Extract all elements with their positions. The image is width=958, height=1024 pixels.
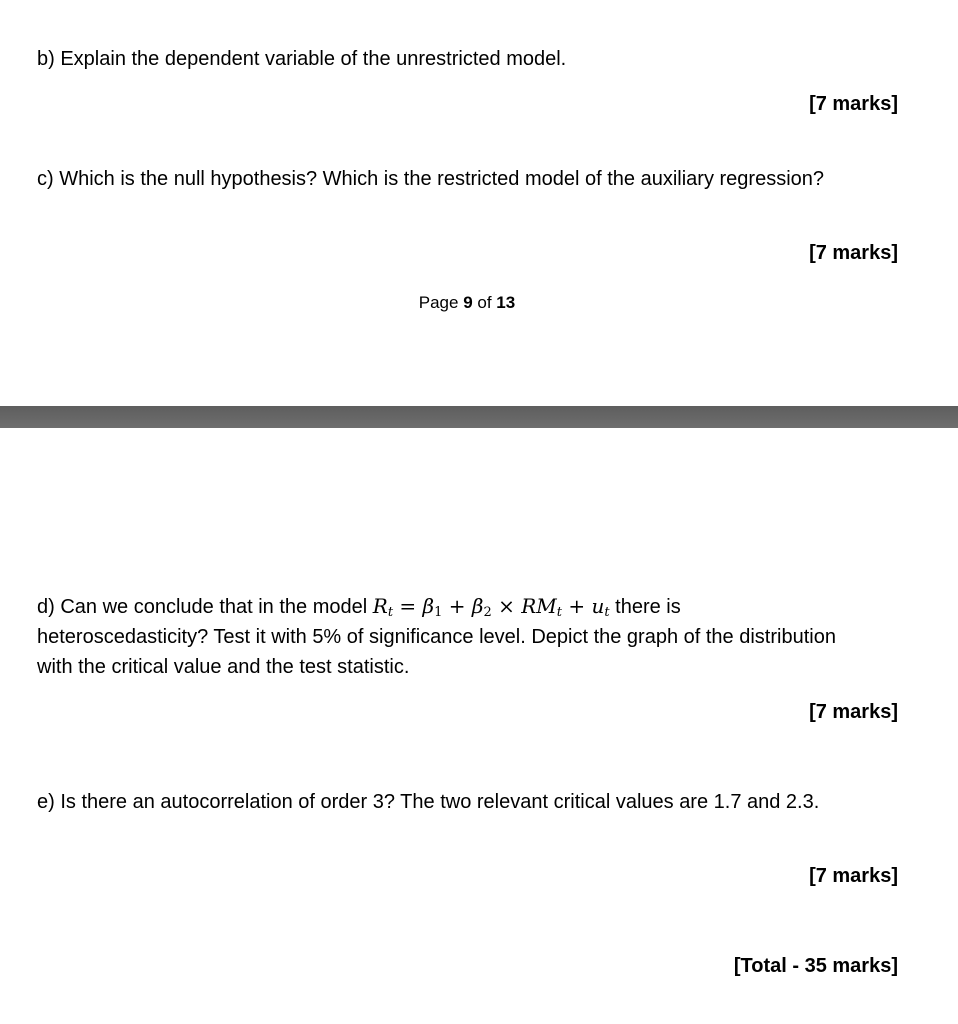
- model-formula: $R_t = \beta_1 + \beta_2 \times RM_t + u_t$: [372, 594, 610, 620]
- page-current: 9: [463, 293, 473, 312]
- page-divider: [0, 406, 958, 428]
- page-label: Page: [418, 293, 464, 312]
- question-b: b) Explain the dependent variable of the unrestricted model.: [37, 48, 567, 70]
- question-d: [37, 591, 857, 682]
- page-footer: [0, 293, 934, 313]
- question-d-suffix: there is heteroscedasticity? Test it with 5% of significance level. Depict the graph of the distribution with the critical value and the test statistic.: [37, 596, 836, 678]
- total-marks: [Total - 35 marks]: [733, 955, 898, 977]
- page-total: 13: [496, 293, 516, 312]
- page-of-label: of: [472, 293, 497, 312]
- marks-e: [7 marks]: [809, 865, 898, 887]
- marks-b: [7 marks]: [809, 93, 898, 115]
- question-e: e) Is there an autocorrelation of order 3? The two relevant critical values are 1.7 and 2.3.: [37, 791, 820, 813]
- marks-d: [7 marks]: [809, 701, 898, 723]
- question-d-prefix: d) Can we conclude that in the model: [37, 596, 373, 618]
- question-c: c) Which is the null hypothesis? Which is the restricted model of the auxiliary regression?: [37, 168, 825, 190]
- marks-c: [7 marks]: [809, 242, 898, 264]
